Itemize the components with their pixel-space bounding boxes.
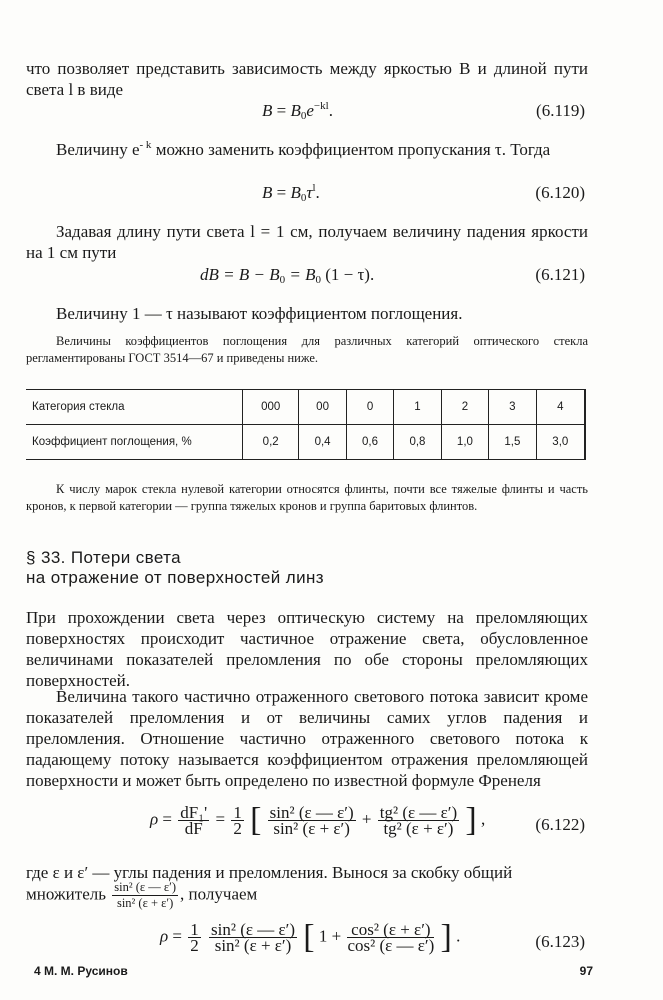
table-cell: 3: [489, 390, 536, 425]
table-cell: 0,8: [394, 425, 441, 460]
absorption-table: [26, 389, 586, 460]
table-cell: 00: [299, 390, 346, 425]
section-heading-line2: на отражение от поверхностей линз: [26, 568, 324, 587]
section-heading: [26, 548, 324, 588]
paragraph-glass-categories: К числу марок стекла нулевой категории относятся флинты, почти все тяжелые флинты и часть кронов, к первой категории — группа тяжелых кронов и группа баритовых флинтов.: [26, 482, 588, 513]
equation-6-121: dB = $B - B_0 = B_0$ (1 − τ). (6.121): [200, 265, 585, 286]
table-cell: 4: [536, 390, 585, 425]
paragraph-gost: Величины коэффициентов поглощения для различных категорий оптического стекла регламентированы ГОСТ 3514—67 и приведены ниже.: [26, 334, 588, 365]
table-cell: 000: [243, 390, 299, 425]
equation-6-122: ρ = $\frac{\text{dF₁'}}{dF}$ = $\frac{1}{2}$ [ $\frac{\text{sin² (ε — ε′)}}{\text{sin² (ε + ε′)}}$ + $\frac{\text{tg² (ε — ε′)}}{\text{tg² (ε + ε′)}}$ ] , (6.122): [150, 801, 585, 839]
table-cell: 0: [346, 390, 393, 425]
paragraph-transmission: Величину $e^{- k}$ можно заменить коэффициентом пропускания τ. Тогда: [56, 139, 551, 159]
table-cell: 0,6: [346, 425, 393, 460]
table-cell: 3,0: [536, 425, 585, 460]
paragraph-multiplier: множитель $\frac{\text{sin² (ε — ε′)}}{\text{sin² (ε + ε′)}}$ , получаем: [26, 880, 258, 910]
equation-number: (6.119): [536, 101, 585, 120]
equation-number: (6.122): [535, 815, 585, 834]
equation-6-119: $B = B_0e^{-kl}$. (6.119): [262, 100, 585, 122]
table-cell: 0,2: [243, 425, 299, 460]
table-cell: 0,4: [299, 425, 346, 460]
paragraph-partial-reflection: При прохождении света через оптическую систему на преломляющих поверхностях происходит частичное отражение света, обусловленное величинами показателей преломления по обе стороны преломляющих поверхностей.: [26, 608, 588, 690]
paragraph-fresnel: Величина такого частично отраженного светового потока зависит кроме показателей преломления и от величины самих углов падения и преломления. Отношение частично отраженного светового потока к падающему потоку называется коэффициентом отражения преломляющей поверхности и может быть определено по известной формуле Френеля: [26, 687, 588, 790]
table-cell: 1,5: [489, 425, 536, 460]
equation-number: (6.120): [535, 183, 585, 202]
table-header-coefficient: Коэффициент поглощения, %: [26, 425, 243, 460]
paragraph-path-length: Задавая длину пути света l = 1 см, получаем величину падения яркости на 1 см пути: [26, 222, 588, 262]
equation-number: (6.123): [535, 932, 585, 951]
footer-signature: 4 М. М. Русинов: [34, 964, 128, 978]
table-row: [26, 425, 585, 460]
table-cell: 2: [441, 390, 488, 425]
paragraph-intro: что позволяет представить зависимость между яркостью B и длиной пути света l в виде: [26, 59, 588, 99]
equation-number: (6.121): [535, 265, 585, 284]
section-heading-line1: § 33. Потери света: [26, 548, 182, 567]
table-header-category: Категория стекла: [26, 390, 243, 425]
page-number: 97: [579, 964, 593, 978]
table-cell: 1: [394, 390, 441, 425]
paragraph-absorption: Величину 1 — τ называют коэффициентом поглощения.: [56, 304, 463, 323]
equation-6-120: $B = B_0\tau^l$. (6.120): [262, 182, 585, 204]
paragraph-angles: где ε и ε′ — углы падения и преломления. Вынося за скобку общий: [26, 863, 513, 882]
equation-6-123: ρ = $\frac{1}{2}$ $\frac{\text{sin² (ε — ε′)}}{\text{sin² (ε + ε′)}}$ [ 1 + $\frac{\text{cos² (ε + ε′)}}{\text{cos² (ε — ε′)}}$ ] . (6.123): [160, 918, 585, 956]
table-row: [26, 390, 585, 425]
table-cell: 1,0: [441, 425, 488, 460]
